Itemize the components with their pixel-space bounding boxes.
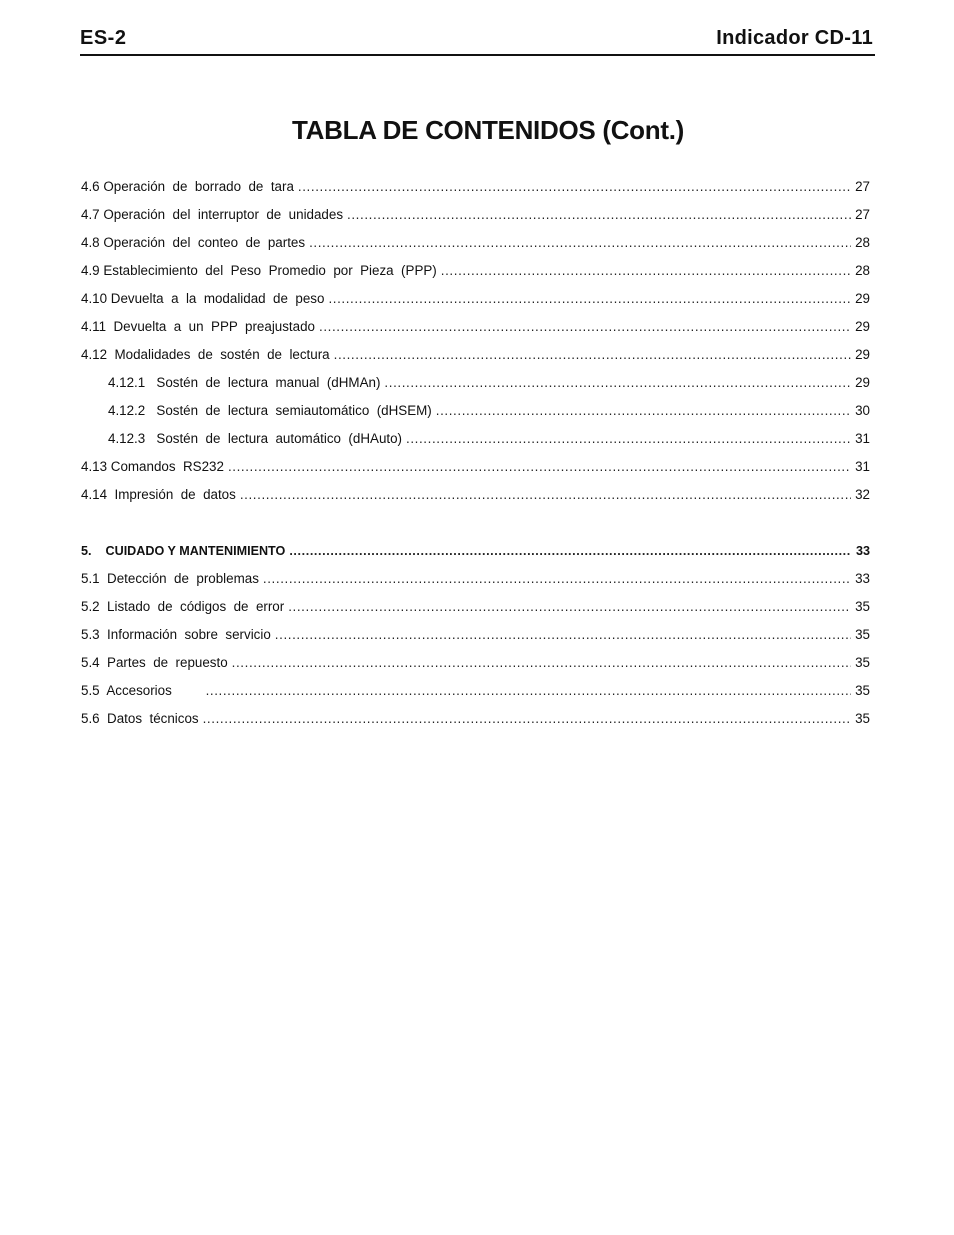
dot-leader: [263, 568, 851, 590]
toc-entry-page: 29: [855, 375, 870, 390]
toc-entry-label: 4.12.3 Sostén de lectura automático (dHAuto): [108, 431, 403, 446]
toc-entry: [81, 624, 870, 652]
toc-entry: [81, 232, 870, 260]
toc-entry-page: 28: [855, 235, 870, 250]
toc-entry-page: 29: [855, 347, 870, 362]
toc-subentry: [81, 400, 870, 428]
toc-entry-page: 30: [855, 403, 870, 418]
toc-entry: [81, 456, 870, 484]
dot-leader: [206, 680, 851, 702]
dot-leader: [328, 288, 851, 310]
toc-entry-label: 4.7 Operación del interruptor de unidades: [81, 207, 344, 222]
toc-entry: [81, 708, 870, 736]
toc-entry-label: 5.3 Información sobre servicio: [81, 627, 271, 642]
dot-leader: [347, 204, 851, 226]
toc-entry-page: 29: [855, 319, 870, 334]
page-header: [80, 26, 875, 56]
dot-leader: [319, 316, 851, 338]
toc-entry-page: 33: [855, 544, 870, 558]
dot-leader: [288, 596, 851, 618]
page-title: TABLA DE CONTENIDOS (Cont.): [292, 115, 684, 145]
toc-entry-label: 4.8 Operación del conteo de partes: [81, 235, 306, 250]
toc-entry-label: 5.2 Listado de códigos de error: [81, 599, 285, 614]
toc-entry-page: 35: [855, 683, 870, 698]
toc-entry-label: 4.6 Operación de borrado de tara: [81, 179, 294, 194]
toc-entry-page: 31: [855, 459, 870, 474]
dot-leader: [309, 232, 851, 254]
toc-entry: [81, 652, 870, 680]
table-of-contents: [81, 176, 870, 736]
toc-entry-label: 4.12.1 Sostén de lectura manual (dHMAn): [108, 375, 381, 390]
dot-leader: [232, 652, 851, 674]
toc-entry-page: 32: [855, 487, 870, 502]
toc-entry-page: 35: [855, 599, 870, 614]
toc-entry-page: 28: [855, 263, 870, 278]
toc-entry-label: 4.14 Impresión de datos: [81, 487, 236, 502]
toc-entry-page: 35: [855, 627, 870, 642]
toc-entry: [81, 288, 870, 316]
toc-entry-page: 35: [855, 711, 870, 726]
toc-entry-label: 4.9 Establecimiento del Peso Promedio por Pieza (PPP): [81, 263, 437, 278]
toc-entry: [81, 596, 870, 624]
document-name: Indicador CD-11: [716, 27, 873, 49]
dot-leader: [384, 372, 851, 394]
toc-entry-label: 4.13 Comandos RS232: [81, 459, 224, 474]
toc-entry: [81, 204, 870, 232]
dot-leader: [298, 176, 851, 198]
toc-subentry: [81, 428, 870, 456]
dot-leader: [289, 540, 851, 562]
toc-entry-label: 4.11 Devuelta a un PPP preajustado: [81, 319, 315, 334]
toc-entry-page: 27: [855, 207, 870, 222]
dot-leader: [334, 344, 851, 366]
toc-entry-label: 4.10 Devuelta a la modalidad de peso: [81, 291, 325, 306]
toc-entry: [81, 680, 870, 708]
toc-entry-label: 5.6 Datos técnicos: [81, 711, 199, 726]
toc-entry-page: 33: [855, 571, 870, 586]
dot-leader: [406, 428, 851, 450]
toc-entry-page: 27: [855, 179, 870, 194]
dot-leader: [203, 708, 851, 730]
toc-entry-label: 5.1 Detección de problemas: [81, 571, 259, 586]
toc-entry: [81, 344, 870, 372]
dot-leader: [240, 484, 851, 506]
toc-entry: [81, 176, 870, 204]
toc-entry-label: 5.4 Partes de repuesto: [81, 655, 228, 670]
toc-entry: [81, 260, 870, 288]
toc-section-heading: [81, 540, 870, 568]
toc-entry: [81, 568, 870, 596]
toc-entry-label: 4.12 Modalidades de sostén de lectura: [81, 347, 330, 362]
toc-entry: [81, 484, 870, 512]
toc-subentry: [81, 372, 870, 400]
dot-leader: [441, 260, 851, 282]
toc-entry-page: 31: [855, 431, 870, 446]
toc-entry-label: 5.5 Accesorios: [81, 683, 202, 698]
page-number: ES-2: [80, 27, 127, 49]
dot-leader: [228, 456, 851, 478]
toc-entry-page: 35: [855, 655, 870, 670]
dot-leader: [436, 400, 851, 422]
toc-entry-label: 4.12.2 Sostén de lectura semiautomático (dHSEM): [108, 403, 432, 418]
dot-leader: [275, 624, 851, 646]
toc-entry-label: 5. CUIDADO Y MANTENIMIENTO: [81, 544, 286, 558]
toc-entry-page: 29: [855, 291, 870, 306]
toc-entry: [81, 316, 870, 344]
